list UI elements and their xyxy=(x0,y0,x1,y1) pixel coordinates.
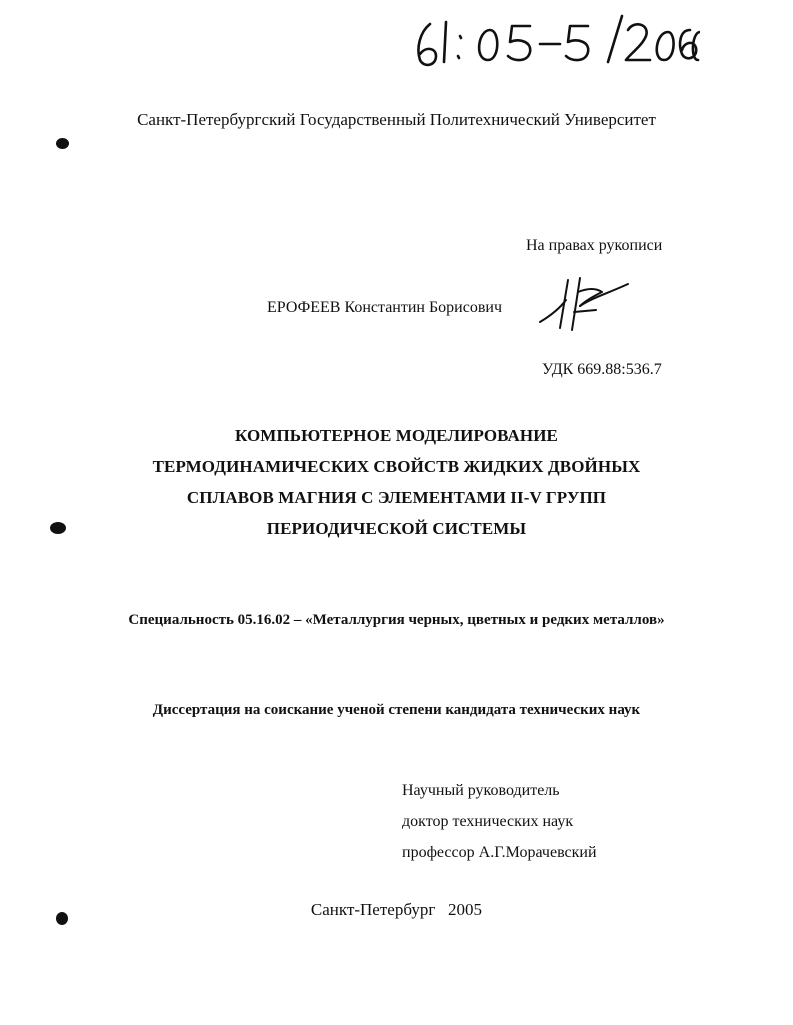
supervisor-line: профессор А.Г.Морачевский xyxy=(402,844,597,861)
rights-note: На правах рукописи xyxy=(526,237,663,254)
specialty: Специальность 05.16.02 – «Металлургия черных, цветных и редких металлов» xyxy=(128,612,665,628)
author-signature xyxy=(536,272,636,336)
margin-punch-hole xyxy=(50,522,66,534)
city-year: Санкт-Петербург 2005 xyxy=(310,900,483,919)
dissertation-title xyxy=(0,420,793,544)
dissertation-degree: Диссертация на соискание ученой степени кандидата технических наук xyxy=(152,702,641,718)
margin-punch-hole xyxy=(56,138,69,149)
author-name: ЕРОФЕЕВ Константин Борисович xyxy=(267,299,502,316)
supervisor-line: Научный руководитель xyxy=(402,782,560,799)
supervisor-line: доктор технических наук xyxy=(402,813,574,830)
title-line: КОМПЬЮТЕРНОЕ МОДЕЛИРОВАНИЕ xyxy=(234,426,558,445)
archive-code-handwritten xyxy=(400,10,700,70)
udk-code: УДК 669.88:536.7 xyxy=(542,361,662,378)
title-line: СПЛАВОВ МАГНИЯ С ЭЛЕМЕНТАМИ II-V ГРУПП xyxy=(186,488,607,507)
margin-punch-hole xyxy=(56,912,68,925)
supervisor-block xyxy=(402,775,597,868)
title-line: ТЕРМОДИНАМИЧЕСКИХ СВОЙСТВ ЖИДКИХ ДВОЙНЫХ xyxy=(152,457,641,476)
title-line: ПЕРИОДИЧЕСКОЙ СИСТЕМЫ xyxy=(266,519,527,538)
university-name: Санкт-Петербургский Государственный Политехнический Университет xyxy=(137,110,656,129)
